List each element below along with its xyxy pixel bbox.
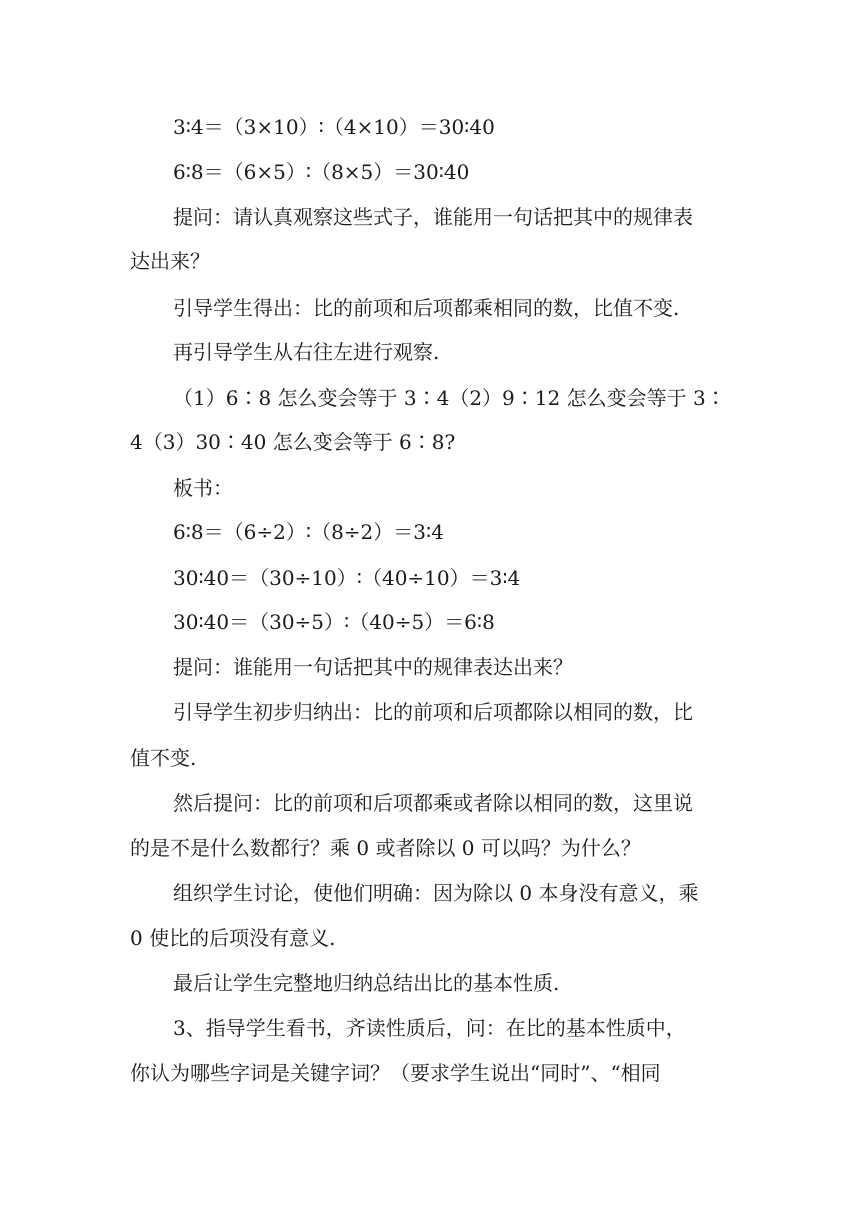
text-line: 板书： [173,476,233,500]
text-line: 引导学生初步归纳出：比的前项和后项都除以相同的数，比 [173,700,693,724]
text-line: 最后让学生完整地归纳总结出比的基本性质. [173,971,560,995]
text-line: （1）6∶8 怎么变会等于 3∶4（2）9∶12 怎么变会等于 3∶ [173,386,726,410]
text-line: 值不变. [130,746,197,770]
text-line: 你认为哪些字词是关键字词？（要求学生说出“同时”、“相同 [130,1061,661,1085]
text-line: 再引导学生从右往左进行观察. [173,340,440,364]
text-line: 的是不是什么数都行？乘 0 或者除以 0 可以吗？为什么？ [130,836,641,860]
text-line: 提问：请认真观察这些式子，谁能用一句话把其中的规律表 [173,205,693,229]
text-line: 引导学生得出：比的前项和后项都乘相同的数，比值不变. [173,296,680,320]
text-line: 提问：谁能用一句话把其中的规律表达出来？ [173,655,573,679]
text-line: 组织学生讨论，使他们明确：因为除以 0 本身没有意义，乘 [173,881,699,905]
text-line: 30∶40＝（30÷5）∶（40÷5）＝6∶8 [173,610,495,634]
text-line: 然后提问：比的前项和后项都乘或者除以相同的数，这里说 [173,791,693,815]
text-line: 达出来？ [130,249,210,273]
text-line: 3∶4＝（3×10）∶（4×10）＝30∶40 [173,115,495,139]
text-line: 0 使比的后项没有意义. [130,926,336,950]
text-line: 6∶8＝（6×5）∶（8×5）＝30∶40 [173,160,470,184]
text-line: 30∶40＝（30÷10）∶（40÷10）＝3∶4 [173,566,521,590]
text-line: 4（3）30∶40 怎么变会等于 6∶8? [130,430,456,454]
text-line: 6∶8＝（6÷2）∶（8÷2）＝3∶4 [173,520,444,544]
text-line: 3、指导学生看书，齐读性质后，问：在比的基本性质中， [173,1016,686,1040]
